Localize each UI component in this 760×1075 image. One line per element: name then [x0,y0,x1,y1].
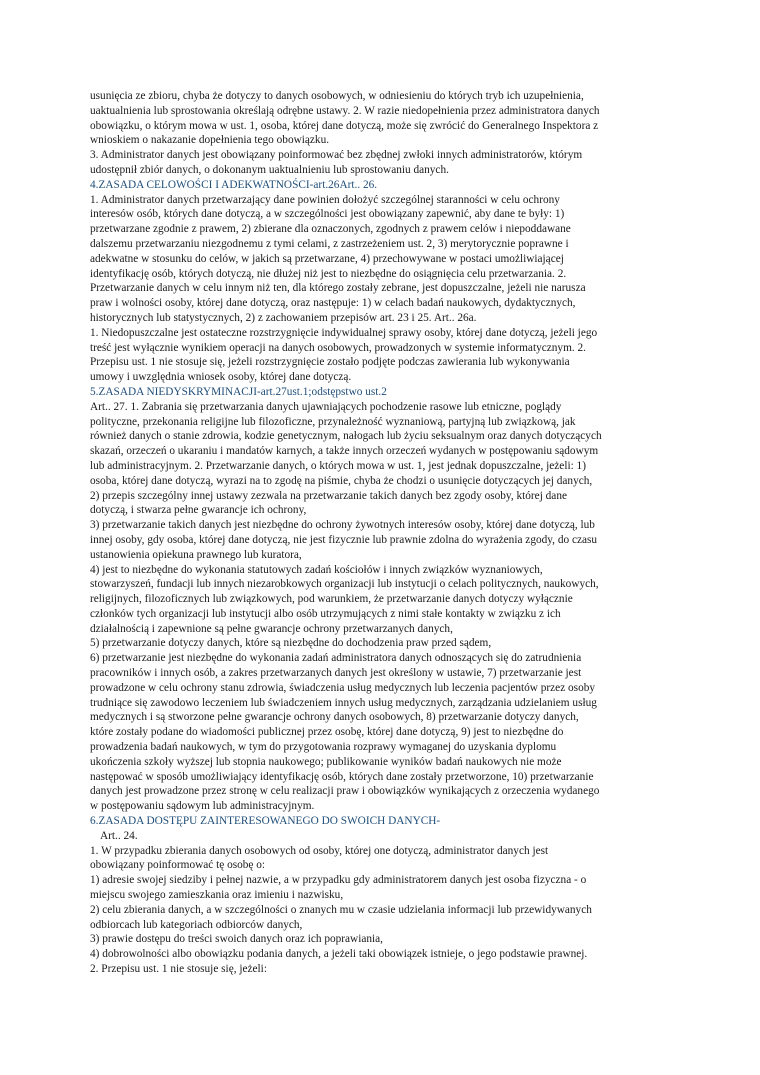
text-line: identyfikację osób, których dotyczą, nie dłużej niż jest to niezbędne do osiągnięcia celu przetwarzania. 2. [90,267,567,280]
text-line: odbiorcach lub kategoriach odbiorców danych, [90,918,303,931]
section-heading: 5.ZASADA NIEDYSKRYMINACJI-art.27ust.1;odstępstwo ust.2 [90,385,387,398]
text-line: osoba, której dane dotyczą, wyrazi na to zgodę na piśmie, chyba że chodzi o usunięcie dotyczących jej danych, [90,474,593,487]
text-line: pracowników i innych osób, a zakres przetwarzanych danych jest określony w ustawie, 7) przetwarzanie jest [90,667,582,680]
text-line: obowiązany poinformować tę osobę o: [90,859,266,872]
text-line: miejscu swojego zamieszkania oraz imieniu i nazwisku, [90,889,344,902]
text-line: historycznych lub statystycznych, 2) z zachowaniem przepisów art. 23 i 25. Art.. 26a. [90,311,477,324]
text-line: prowadzone w celu ochrony stanu zdrowia, świadczenia usług medycznych lub leczenia pacjentów przez osoby [90,681,596,694]
text-line: działalnością i zapewnione są pełne gwarancje ochrony przetwarzanych danych, [90,622,453,635]
text-line: trudniące się zawodowo leczeniem lub świadczeniem innych usług medycznych, zarządzania udzielaniem usług [90,696,597,709]
text-line: danych jest prowadzone przez stronę w celu realizacji praw i obowiązków wynikających z orzeczenia wydanego [90,785,600,798]
text-line: 2) celu zbierania danych, a w szczególności o znanych mu w czasie udzielania informacji lub przewidywanych [90,903,592,916]
text-line: medycznych i są stworzone pełne gwarancje ochrony danych osobowych, 8) przetwarzanie dotyczy danych, [90,711,579,724]
section-heading: 4.ZASADA CELOWOŚCI I ADEKWATNOŚCI-art.26Art.. 26. [90,178,378,191]
text-line: Art.. 24. [100,829,138,842]
text-line: dalszemu przetwarzaniu niezgodnemu z tymi celami, z zastrzeżeniem ust. 2, 3) merytorycznie poprawne i [90,237,569,250]
text-line: obowiązku, o którym mowa w ust. 1, osoba, której dane dotyczą, może się zwrócić do Generalnego Inspektora z [90,119,599,132]
text-line: dotyczą, i stwarza pełne gwarancje ich ochrony, [90,504,307,517]
text-line: polityczne, przekonania religijne lub filozoficzne, przynależność wyznaniową, partyjną lub związkową, jak [90,415,576,428]
text-line: religijnych, filozoficznych lub związkowych, pod warunkiem, że przetwarzanie danych dotyczy wyłącznie [90,593,573,606]
text-line: ustanowienia opiekuna prawnego lub kuratora, [90,548,302,561]
text-line: 1. Administrator danych przetwarzający dane powinien dołożyć szczególnej staranności w celu ochrony [90,193,560,206]
text-line: 1. Niedopuszczalne jest ostateczne rozstrzygnięcie indywidualnej sprawy osoby, której dane dotyczą, jeżeli jego [90,326,598,339]
text-line: Art.. 27. 1. Zabrania się przetwarzania danych ujawniających pochodzenie rasowe lub etniczne, poglądy [90,400,562,413]
text-line: również danych o stanie zdrowia, kodzie genetycznym, nałogach lub życiu seksualnym oraz danych dotyczących [90,430,602,443]
document-body [90,89,675,977]
text-line: umowy i uwzględnia wniosek osoby, której dane dotyczą. [90,371,352,384]
text-line: przetwarzane zgodnie z prawem, 2) zbierane dla oznaczonych, zgodnych z prawem celów i niepoddawane [90,223,571,236]
section-heading: 6.ZASADA DOSTĘPU ZAINTERESOWANEGO DO SWOICH DANYCH- [90,815,441,828]
text-line: lub administracyjnym. 2. Przetwarzanie danych, o których mowa w ust. 1, jest jednak dopuszczalne, jeżeli: 1) [90,459,586,472]
text-line: 1) adresie swojej siedziby i pełnej nazwie, a w przypadku gdy administratorem danych jest osoba fizyczna - o [90,874,587,887]
text-line: 4) dobrowolności albo obowiązku podania danych, a jeżeli taki obowiązek istnieje, o jego podstawie prawnej. [90,948,588,961]
text-line: 3) przetwarzanie takich danych jest niezbędne do ochrony żywotnych interesów osoby, której dane dotyczą, lub [90,519,595,532]
text-line: usunięcia ze zbioru, chyba że dotyczy to danych osobowych, w odniesieniu do których tryb ich uzupełnienia, [90,90,584,102]
text-line: uaktualnienia lub sprostowania określają odrębne ustawy. 2. W razie niedopełnienia przez administratora danych [90,104,600,117]
text-line: w postępowaniu sądowym lub administracyjnym. [90,800,315,813]
text-line: 2) przepis szczególny innej ustawy zezwala na przetwarzanie takich danych bez zgody osoby, której dane [90,489,567,502]
text-line: 5) przetwarzanie dotyczy danych, które są niezbędne do dochodzenia praw przed sądem, [90,637,492,650]
text-line: skazań, orzeczeń o ukaraniu i mandatów karnych, a także innych orzeczeń wydanych w postępowaniu sądowym [90,445,599,458]
text-line: innej osoby, gdy osoba, której dane dotyczą, nie jest fizycznie lub prawnie zdolna do wyrażenia zgody, do czasu [90,533,598,546]
text-line: Przepisu ust. 1 nie stosuje się, jeżeli rozstrzygnięcie zostało podjęte podczas zawierania lub wykonywania [90,356,570,369]
text-line: 4) jest to niezbędne do wykonania statutowych zadań kościołów i innych związków wyznaniowych, [90,563,543,576]
text-line: następować w sposób umożliwiający identyfikację osób, których dane zostały przetworzone, 10) przetwarzanie [90,770,594,783]
text-line: stowarzyszeń, fundacji lub innych niezarobkowych organizacji lub instytucji o celach politycznych, naukowych, [90,578,599,591]
text-line: 3) prawie dostępu do treści swoich danych oraz ich poprawiania, [90,933,383,946]
text-line: 3. Administrator danych jest obowiązany poinformować bez zbędnej zwłoki innych administratorów, którym [90,149,583,162]
text-line: udostępnił zbiór danych, o dokonanym uaktualnieniu lub sprostowaniu danych. [90,163,449,176]
text-line: 1. W przypadku zbierania danych osobowych od osoby, której one dotyczą, administrator danych jest [90,844,549,857]
text-line: prowadzenia badań naukowych, w tym do przygotowania rozprawy wymaganej do uzyskania dyplomu [90,741,557,754]
text-line: członków tych organizacji lub instytucji albo osób utrzymujących z nimi stałe kontakty w związku z ich [90,607,561,620]
text-line: treść jest wyłącznie wynikiem operacji na danych osobowych, prowadzonych w systemie informatycznym. 2. [90,341,586,354]
text-line: Przetwarzanie danych w celu innym niż ten, dla którego zostały zebrane, jest dopuszczalne, jeżeli nie narusza [90,282,586,295]
text-line: 6) przetwarzanie jest niezbędne do wykonania zadań administratora danych odnoszących się do zatrudnienia [90,652,582,665]
text-line: wnioskiem o nakazanie dopełnienia tego obowiązku. [90,134,330,147]
text-line: adekwatne w stosunku do celów, w jakich są przetwarzane, 4) przechowywane w postaci umożliwiającej [90,252,564,265]
text-line: 2. Przepisu ust. 1 nie stosuje się, jeżeli: [90,963,267,976]
text-line: interesów osób, których dane dotyczą, a w szczególności jest obowiązany zapewnić, aby dane te były: 1) [90,208,565,221]
text-line: ukończenia szkoły wyższej lub stopnia naukowego; publikowanie wyników badań naukowych nie może [90,755,562,768]
text-line: które zostały podane do wiadomości publicznej przez osobę, której dane dotyczą, 9) jest to niezbędne do [90,726,564,739]
text-line: praw i wolności osoby, której dane dotyczą, oraz następuje: 1) w celach badań naukowych, dydaktycznych, [90,297,576,310]
